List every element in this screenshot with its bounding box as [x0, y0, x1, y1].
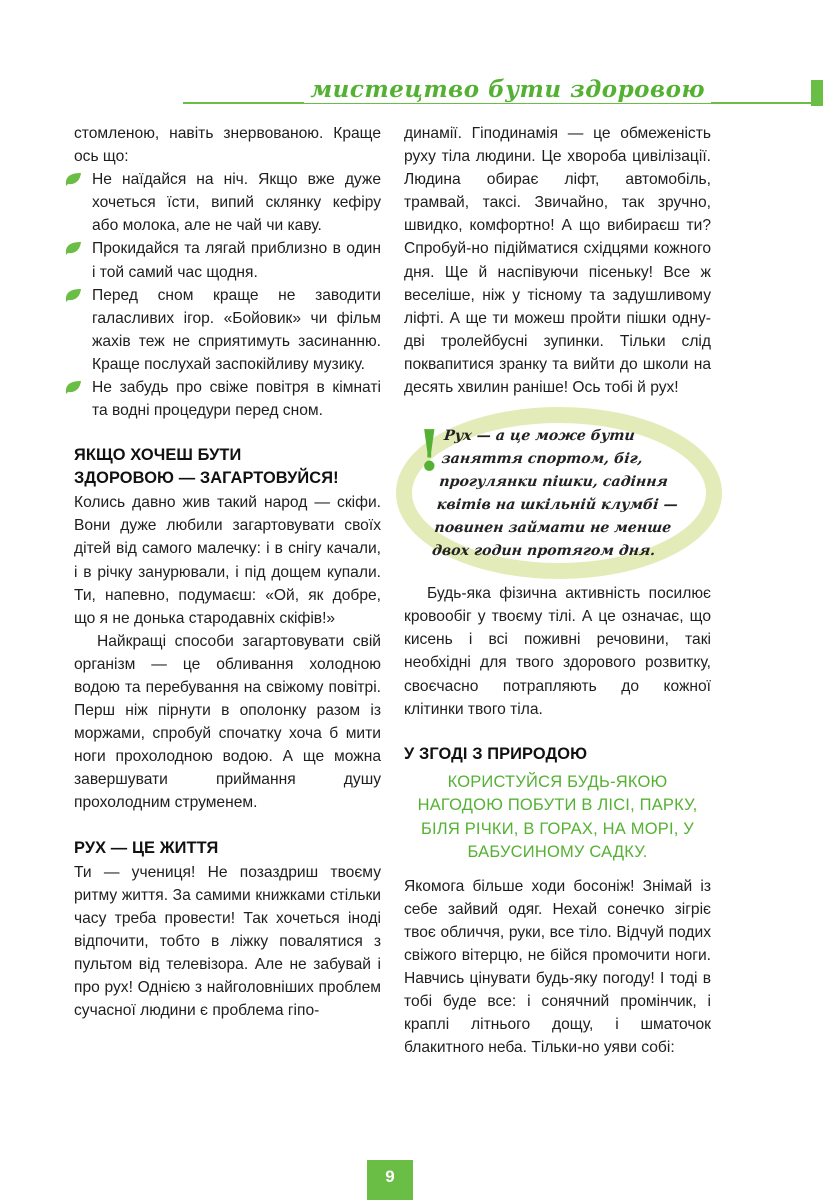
callout-text: Рух — а це може бути заняття спортом, біг, прогулянки пішки, садіння квітів на шкільній клумбі — повинен займати не менше двох годин протягом дня.	[431, 428, 679, 560]
paragraph-hardening-methods: Найкращі способи загартовувати свій організм — це обливання холодною водою та перебування на свіжому повітрі. Перш ніж пірнути в ополонку разом із моржами, спробуй спочатку хоча б мити ноги прохолодною водою. А ще можна завершувати приймання душу прохолодним струменем.	[74, 632, 381, 812]
list-item: Перед сном краще не заводити галасливих ігор. «Бойовик» чи фільм жахів теж не сприятимуть засинанню. Краще послухай заспокійливу музику.	[74, 284, 381, 376]
exclamation-icon: !	[417, 418, 442, 485]
list-item: Не наїдайся на ніч. Якщо вже дуже хочеться їсти, випий склянку кефіру або молока, але не чай чи каву.	[74, 168, 381, 237]
section-heading-movement: РУХ — ЦЕ ЖИТТЯ	[74, 838, 219, 857]
paragraph-hypodynamia: динамії. Гіподинамія — це обмеженість руху тіла людини. Це хвороба цивілізації. Людина обирає ліфт, автомобіль, трамвай, таксі. Звичайно, так зручно, швидко, комфортно! А що вибираєш ти? Спробуй-но підійматися східцями кожного дня. Ще й наспівуючи пісеньку! Все ж веселіше, ніж у тісному та задушливому ліфті. А ще ти можеш пройти пішки одну-дві тролейбусні зупинки. Тільки слід поквапитися зранку та вийти до школи на десять хвилин раніше! Ось тобі й рух!	[404, 125, 711, 397]
left-column	[74, 122, 381, 1022]
callout-note	[404, 417, 711, 572]
intro-text: стомленою, навіть знервованою. Краще ось що:	[74, 125, 381, 166]
page-number: 9	[385, 1167, 395, 1186]
section-heading-nature: У ЗГОДІ З ПРИРОДОЮ	[404, 744, 588, 763]
leaf-icon	[64, 380, 82, 395]
paragraph-barefoot: Якомога більше ходи босоніж! Знімай із себе зайвий одяг. Нехай сонечко зігріє твоє обличчя, руки, все тіло. Відчуй подих свіжого вітерцю, не бійся промочити ноги. Навчись цінувати будь-яку погоду! І тоді в тобі буде все: і сонячний промінчик, і краплі літнього дощу, і шматочок блакитного неба. Тільки-но уяви собі:	[404, 877, 711, 1057]
leaf-icon	[64, 288, 82, 303]
paragraph-scythians: Колись давно жив такий народ — скіфи. Вони дуже любили загартовувати своїх дітей від самого малечку: і в снігу качали, і в річку занурювали, і під дощем купали. Ти, напевно, подумаєш: «Ой, як добре, що я не донька стародавніх скіфів!»	[74, 494, 381, 627]
list-item: Не забудь про свіже повітря в кімнаті та водні процедури перед сном.	[74, 376, 381, 422]
section-heading-hardening: ЯКЩО ХОЧЕШ БУТИ ЗДОРОВОЮ — ЗАГАРТОВУЙСЯ!	[74, 446, 339, 488]
running-head	[0, 72, 823, 112]
paragraph-student-life: Ти — учениця! Не позаздриш твоєму ритму життя. За самими книжками стільки часу треба провести! Так хочеться іноді відпочити, тобто в ліжку повалятися з пультом від телевізора. Але не забувай і про рух! Однією з найголовніших проблем сучасної людини є проблема гіпо-	[74, 863, 381, 1020]
leaf-icon	[64, 172, 82, 187]
running-head-title: мистецтво бути здоровою	[304, 76, 711, 103]
sleep-tips-list	[74, 168, 381, 422]
highlight-nature-tip: КОРИСТУЙСЯ БУДЬ-ЯКОЮ НАГОДОЮ ПОБУТИ В ЛІСІ, ПАРКУ, БІЛЯ РІЧКИ, В ГОРАХ, НА МОРІ, У БАБУСИНОМУ САДКУ.	[417, 772, 698, 862]
running-head-tab	[811, 80, 823, 106]
list-item: Прокидайся та лягай приблизно в один і той самий час щодня.	[74, 237, 381, 283]
right-column	[404, 122, 711, 1059]
leaf-icon	[64, 241, 82, 256]
paragraph-blood-flow: Будь-яка фізична активність посилює кровообіг у твоєму тілі. А це означає, що кисень і всі поживні речовини, такі необхідні для твого здорового розвитку, своєчасно потрапляють до кожної клітинки твого тіла.	[404, 585, 711, 718]
